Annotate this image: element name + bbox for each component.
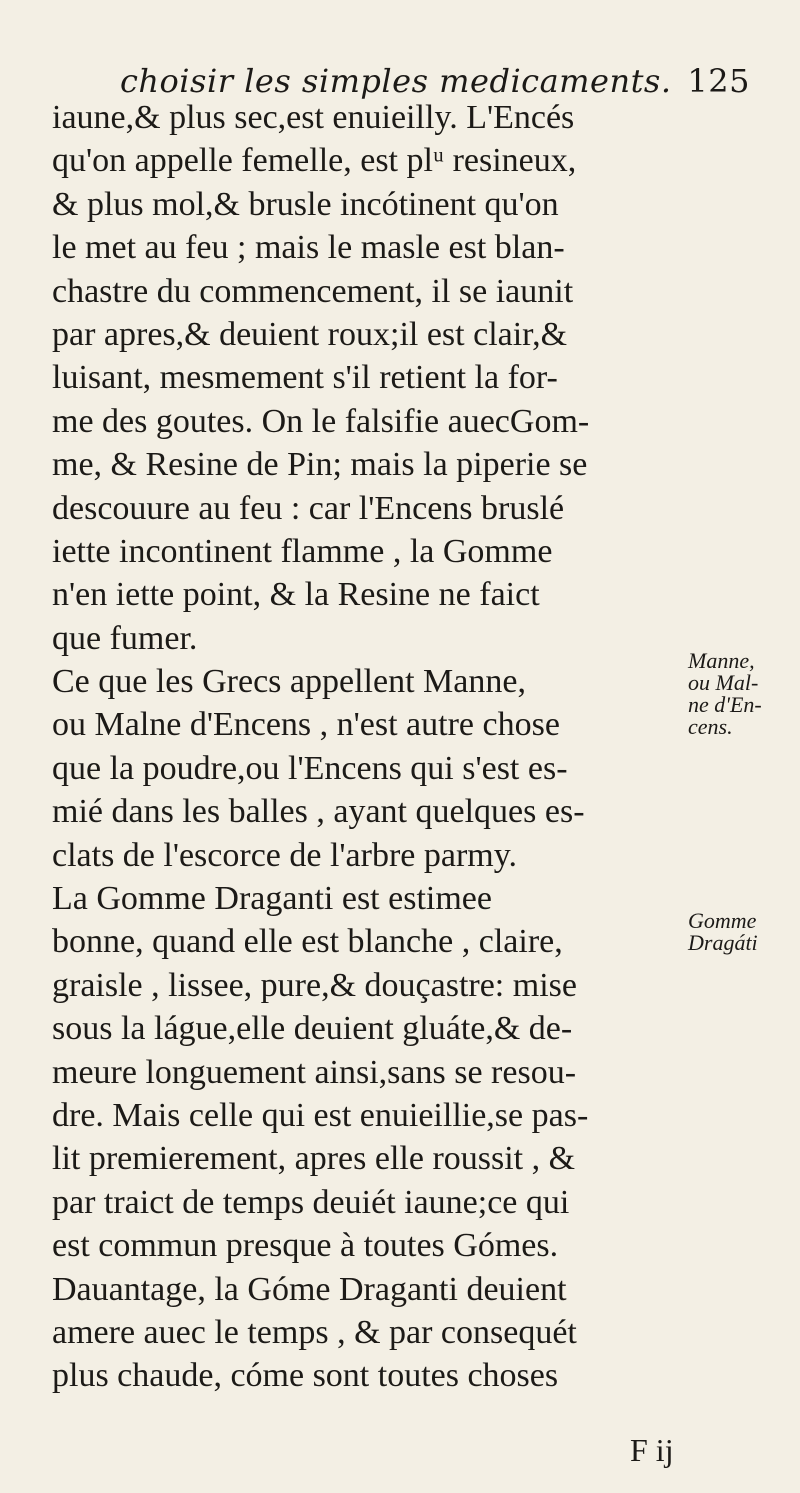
text-line: luisant, mesmement s'il retient la for- [52,359,558,397]
text-line: Dauantage, la Góme Draganti deuient [52,1270,567,1308]
text-line: lit premierement, apres elle roussit , & [52,1140,576,1178]
margin-note-line: cens. [688,714,733,739]
text-line: ou Malne d'Encens , n'est autre chose [52,706,560,744]
margin-note-line: Gomme [688,908,757,933]
text-line: graisle , lissee, pure,& douçastre: mise [52,966,577,1004]
text-line: me des goutes. On le falsifie auecGom- [52,402,590,440]
text-line: que fumer. [52,619,198,657]
page-number: 125 [687,62,750,100]
text-line: amere auec le temps , & par consequét [52,1313,577,1351]
main-text [52,96,692,1398]
text-line: que la poudre,ou l'Encens qui s'est es- [52,749,568,787]
text-line: meure longuement ainsi,sans se resou- [52,1053,577,1091]
text-line: n'en iette point, & la Resine ne faict [52,576,540,614]
text-line: & plus mol,& brusle incótinent qu'on [52,185,559,223]
text-line: le met au feu ; mais le masle est blan- [52,229,565,267]
margin-note-gomme [688,910,796,954]
text-line: mié dans les balles , ayant quelques es- [52,793,585,831]
text-line: La Gomme Draganti est estimee [52,880,492,918]
text-line: dre. Mais celle qui est enuieillie,se pas- [52,1096,589,1134]
margin-note-manne [688,650,796,738]
running-title: choisir les simples medicaments. [120,62,672,100]
margin-note-line: ou Mal- [688,670,759,695]
text-line: clats de l'escorce de l'arbre parmy. [52,836,518,874]
text-line: Ce que les Grecs appellent Manne, [52,663,526,701]
signature-mark: F ij [630,1432,674,1468]
margin-note-line: ne d'En- [688,692,762,717]
margin-note-line: Dragáti [688,930,758,955]
text-line: descouure au feu : car l'Encens bruslé [52,489,565,527]
text-line: sous la lágue,elle deuient gluáte,& de- [52,1010,573,1048]
text-line: bonne, quand elle est blanche , claire, [52,923,563,961]
text-line: est commun presque à toutes Gómes. [52,1227,559,1265]
text-line: chastre du commencement, il se iaunit [52,272,574,310]
margin-note-line: Manne, [688,648,755,673]
text-line: iette incontinent flamme , la Gomme [52,532,553,570]
text-line: iaune,& plus sec,est enuieilly. L'Encés [52,99,575,136]
text-line: plus chaude, cóme sont toutes choses [52,1357,559,1395]
text-line: par apres,& deuient roux;il est clair,& [52,315,568,353]
text-line: qu'on appelle femelle, est plᵘ resineux, [52,142,577,180]
text-line: me, & Resine de Pin; mais la piperie se [52,446,588,484]
text-line: par traict de temps deuiét iaune;ce qui [52,1183,570,1221]
